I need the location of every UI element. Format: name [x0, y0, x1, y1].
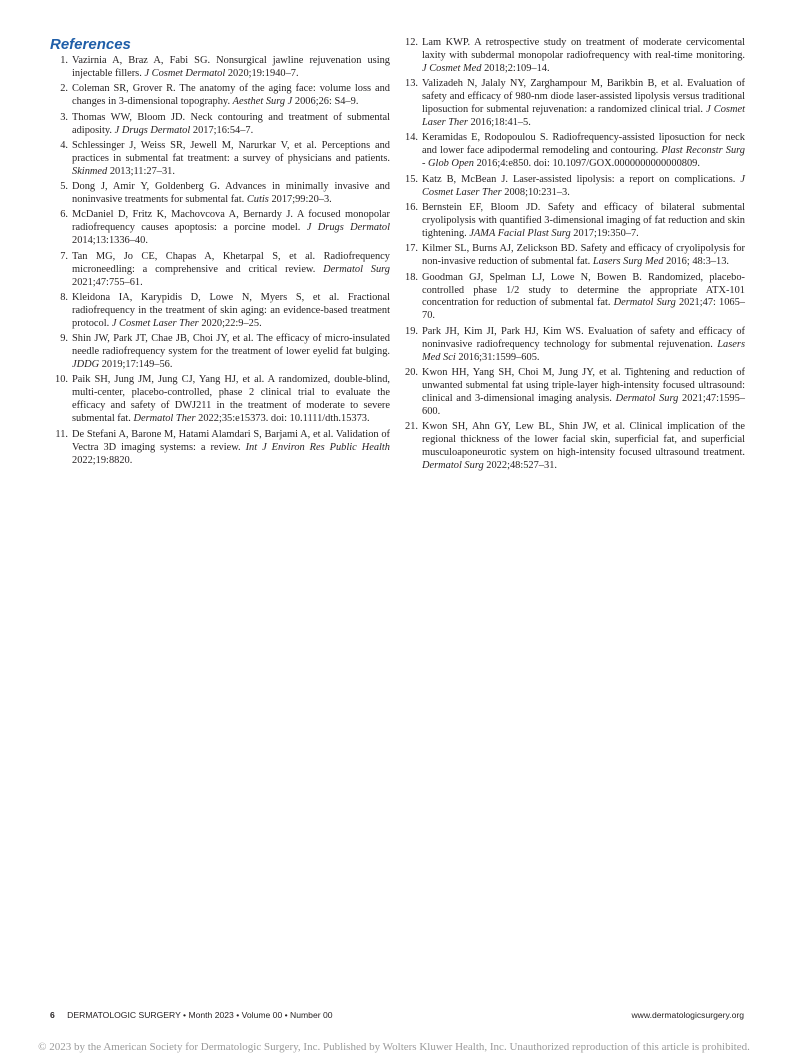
reference-item: [50, 251, 390, 290]
reference-item: [401, 367, 745, 419]
reference-citation: Dong J, Amir Y, Goldenberg G. Advances in minimally invasive and noninvasive treatments for submental fat.: [72, 181, 390, 206]
reference-item: [401, 78, 745, 130]
reference-item: [50, 140, 390, 179]
reference-item: [401, 243, 745, 269]
reference-number: 4.: [60, 139, 68, 151]
reference-item: [401, 326, 745, 365]
reference-citation: McDaniel D, Fritz K, Machovcova A, Bernardy J. A focused monopolar radiofrequency causes apoptosis: a porcine model.: [72, 209, 390, 234]
reference-citation: Shin JW, Park JT, Chae JB, Choi JY, et al. The efficacy of micro-insulated needle radiofrequency system for the treatment of lower eyelid fat bulging.: [72, 333, 390, 358]
reference-volume-pages: 2014;13:1336–40.: [72, 235, 148, 247]
reference-item: [50, 209, 390, 248]
reference-text: [72, 112, 390, 138]
references-list-left: [50, 55, 390, 470]
reference-item: [50, 83, 390, 109]
reference-citation: Lam KWP. A retrospective study on treatment of moderate cervicomental laxity with subdermal monopolar radiofrequency with real-time monitoring.: [422, 37, 745, 61]
reference-journal: JAMA Facial Plast Surg: [469, 227, 571, 239]
reference-journal: Lasers Surg Med: [592, 256, 664, 268]
reference-journal: JDDG: [72, 359, 100, 371]
reference-number: 6.: [60, 209, 68, 221]
reference-volume-pages: 2019;17:149–56.: [101, 359, 173, 371]
reference-journal: J Drugs Dermatol: [306, 222, 390, 234]
references-heading: References: [50, 36, 131, 53]
reference-volume-pages: 2016;4:e850. doi: 10.1097/GOX.0000000000000809.: [476, 158, 700, 170]
reference-item: [50, 112, 390, 138]
reference-citation: Coleman SR, Grover R. The anatomy of the aging face: volume loss and changes in 3-dimensional topography.: [72, 83, 390, 108]
reference-number: 21.: [405, 421, 418, 433]
reference-item: [50, 429, 390, 468]
reference-text: [422, 78, 745, 130]
reference-journal: J Cosmet Laser Ther: [422, 104, 745, 129]
reference-volume-pages: 2022;19:8820.: [72, 454, 133, 466]
reference-volume-pages: 2021;47: 1065–70.: [422, 297, 746, 322]
reference-text: [72, 333, 390, 372]
journal-website[interactable]: www.dermatologicsurgery.org: [631, 1010, 744, 1020]
reference-journal: Cutis: [246, 194, 269, 206]
reference-journal: J Cosmet Med: [422, 62, 482, 74]
reference-citation: Kwon HH, Yang SH, Choi M, Jung JY, et al. Tightening and reduction of unwanted submental fat using triple-layer high-intensity focused ultrasound: clinical and 3-dimensional imaging analysis.: [422, 367, 745, 404]
reference-volume-pages: 2013;11:27–31.: [109, 165, 175, 177]
reference-text: [72, 181, 390, 207]
reference-journal: J Drugs Dermatol: [114, 124, 191, 136]
reference-text: [422, 421, 745, 473]
reference-item: [50, 292, 390, 331]
reference-citation: Tan MG, Jo CE, Chapas A, Khetarpal S, et al. Radiofrequency microneedling: a comprehensive and critical review.: [72, 250, 390, 275]
reference-number: 17.: [405, 243, 418, 255]
reference-citation: Park JH, Kim JI, Park HJ, Kim WS. Evaluation of safety and efficacy of noninvasive radiofrequency technology for submental rejuvenation.: [422, 325, 745, 350]
reference-volume-pages: 2008;10:231–3.: [504, 186, 570, 198]
running-title: DERMATOLOGIC SURGERY • Month 2023 • Volume 00 • Number 00: [67, 1010, 333, 1020]
reference-citation: De Stefani A, Barone M, Hatami Alamdari S, Barjami A, et al. Validation of Vectra 3D imaging systems: a review.: [72, 428, 390, 453]
reference-volume-pages: 2020;19:1940–7.: [227, 67, 299, 79]
reference-number: 1.: [60, 55, 68, 66]
reference-number: 10.: [55, 374, 68, 386]
page-footer: [50, 1010, 333, 1020]
reference-citation: Kleidona IA, Karypidis D, Lowe N, Myers S, et al. Fractional radiofrequency in the treatment of skin aging: an evidence-based treatment protocol.: [72, 291, 390, 329]
reference-text: [422, 326, 745, 365]
reference-text: [72, 55, 390, 81]
reference-item: [401, 202, 745, 241]
reference-citation: Schlessinger J, Weiss SR, Jewell M, Narurkar V, et al. Perceptions and practices in submental fat treatment: a survey of physicians and patients.: [72, 139, 390, 164]
reference-volume-pages: 2021;47:1595–600.: [422, 392, 745, 417]
reference-volume-pages: 2017;16:54–7.: [192, 124, 254, 136]
reference-number: 15.: [405, 173, 418, 185]
reference-text: [72, 429, 390, 468]
reference-volume-pages: 2006;26: S4–9.: [294, 96, 359, 108]
reference-volume-pages: 2022;48:527–31.: [486, 460, 557, 472]
reference-volume-pages: 2016; 48:3–13.: [666, 256, 730, 268]
reference-volume-pages: 2022;35:e15373. doi: 10.1111/dth.15373.: [198, 413, 370, 425]
reference-number: 5.: [60, 181, 68, 193]
reference-text: [72, 292, 390, 331]
reference-journal: Dermatol Ther: [133, 413, 196, 425]
page-number: 6: [50, 1010, 55, 1020]
reference-journal: Dermatol Surg: [613, 297, 676, 309]
reference-text: [422, 243, 745, 269]
reference-volume-pages: 2020;22:9–25.: [201, 317, 262, 329]
reference-journal: Dermatol Surg: [615, 392, 679, 404]
reference-text: [72, 209, 390, 248]
reference-volume-pages: 2021;47:755–61.: [72, 276, 143, 288]
reference-journal: J Cosmet Laser Ther: [422, 173, 745, 198]
reference-citation: Goodman GJ, Spelman LJ, Lowe N, Bowen B. Randomized, placebo-controlled phase 1/2 study to determine the appropriate ATX-101 concentration for reduction of submental fat.: [422, 271, 745, 309]
reference-item: [401, 421, 745, 473]
reference-text: [72, 374, 390, 426]
reference-item: [50, 55, 390, 81]
reference-volume-pages: 2016;31:1599–605.: [458, 351, 540, 363]
reference-number: 12.: [405, 37, 418, 48]
reference-number: 11.: [55, 428, 68, 440]
reference-citation: Thomas WW, Bloom JD. Neck contouring and treatment of submental adiposity.: [72, 111, 390, 136]
reference-item: [401, 37, 745, 76]
reference-text: [422, 132, 745, 171]
reference-citation: Kilmer SL, Burns AJ, Zelickson BD. Safety and efficacy of cryolipolysis for non-invasive reduction of submental fat.: [422, 243, 745, 268]
reference-journal: Skinmed: [72, 165, 108, 177]
reference-item: [50, 333, 390, 372]
reference-journal: J Cosmet Dermatol: [144, 67, 226, 79]
references-list-right: [401, 37, 745, 475]
reference-text: [422, 174, 745, 200]
reference-number: 18.: [405, 271, 418, 283]
reference-journal: Plast Reconstr Surg - Glob Open: [422, 145, 746, 170]
reference-citation: Bernstein EF, Bloom JD. Safety and efficacy of bilateral submental cryolipolysis with quantified 3-dimensional imaging of fat reduction and skin tightening.: [422, 202, 745, 239]
reference-number: 7.: [60, 250, 68, 262]
reference-volume-pages: 2017;19:350–7.: [573, 227, 639, 239]
reference-number: 8.: [60, 291, 68, 303]
reference-journal: Int J Environ Res Public Health: [245, 441, 390, 453]
reference-number: 14.: [405, 132, 418, 144]
reference-number: 16.: [405, 202, 418, 213]
reference-journal: Dermatol Surg: [422, 460, 484, 472]
reference-journal: Dermatol Surg: [323, 263, 390, 275]
reference-volume-pages: 2016;18:41–5.: [470, 117, 531, 129]
reference-number: 9.: [60, 333, 68, 345]
reference-citation: Paik SH, Jung JM, Jung CJ, Yang HJ, et al. A randomized, double-blind, multi-center, placebo-controlled, phase 2 clinical trial to evaluate the efficacy and safety of DWJ211 in the treatment of moderate to severe submental fat.: [72, 374, 390, 425]
reference-text: [72, 140, 390, 179]
reference-item: [401, 132, 745, 171]
reference-number: 19.: [405, 325, 418, 337]
reference-journal: J Cosmet Laser Ther: [111, 317, 199, 329]
reference-journal: Aesthet Surg J: [232, 96, 293, 108]
reference-item: [50, 374, 390, 426]
reference-text: [422, 37, 745, 76]
reference-citation: Vazirnia A, Braz A, Fabi SG. Nonsurgical jawline rejuvenation using injectable fillers.: [72, 55, 390, 79]
reference-text: [422, 367, 745, 419]
reference-number: 20.: [405, 367, 418, 378]
reference-text: [422, 272, 745, 324]
reference-number: 2.: [60, 83, 68, 95]
reference-item: [401, 174, 745, 200]
reference-citation: Katz B, McBean J. Laser-assisted lipolysis: a report on complications.: [422, 173, 736, 185]
reference-number: 13.: [405, 78, 418, 90]
reference-text: [72, 83, 390, 109]
reference-volume-pages: 2018;2:109–14.: [484, 62, 550, 74]
reference-item: [50, 181, 390, 207]
reference-number: 3.: [60, 111, 68, 123]
copyright-notice: © 2023 by the American Society for Dermatologic Surgery, Inc. Published by Wolters Kluwer Health, Inc. Unauthorized reproduction of this article is prohibited.: [38, 1041, 750, 1053]
reference-volume-pages: 2017;99:20–3.: [271, 194, 332, 206]
reference-citation: Keramidas E, Rodopoulou S. Radiofrequency-assisted liposuction for neck and lower face adipodermal remodeling and contouring.: [422, 132, 745, 157]
reference-item: [401, 272, 745, 324]
reference-journal: Lasers Med Sci: [422, 338, 745, 363]
reference-text: [72, 251, 390, 290]
reference-citation: Valizadeh N, Jalaly NY, Zarghampour M, Barikbin B, et al. Evaluation of safety and efficacy of 980-nm diode laser-assisted lipolysis versus traditional liposuction for submental rejuvenation: a randomized clinical trial.: [422, 78, 745, 116]
reference-text: [422, 202, 745, 241]
reference-citation: Kwon SH, Ahn GY, Lew BL, Shin JW, et al. Clinical implication of the regional thickness of the lower facial skin, superficial fat, and superficial musculoaponeurotic system on high-intensity focused ultrasound treatment.: [422, 421, 745, 459]
